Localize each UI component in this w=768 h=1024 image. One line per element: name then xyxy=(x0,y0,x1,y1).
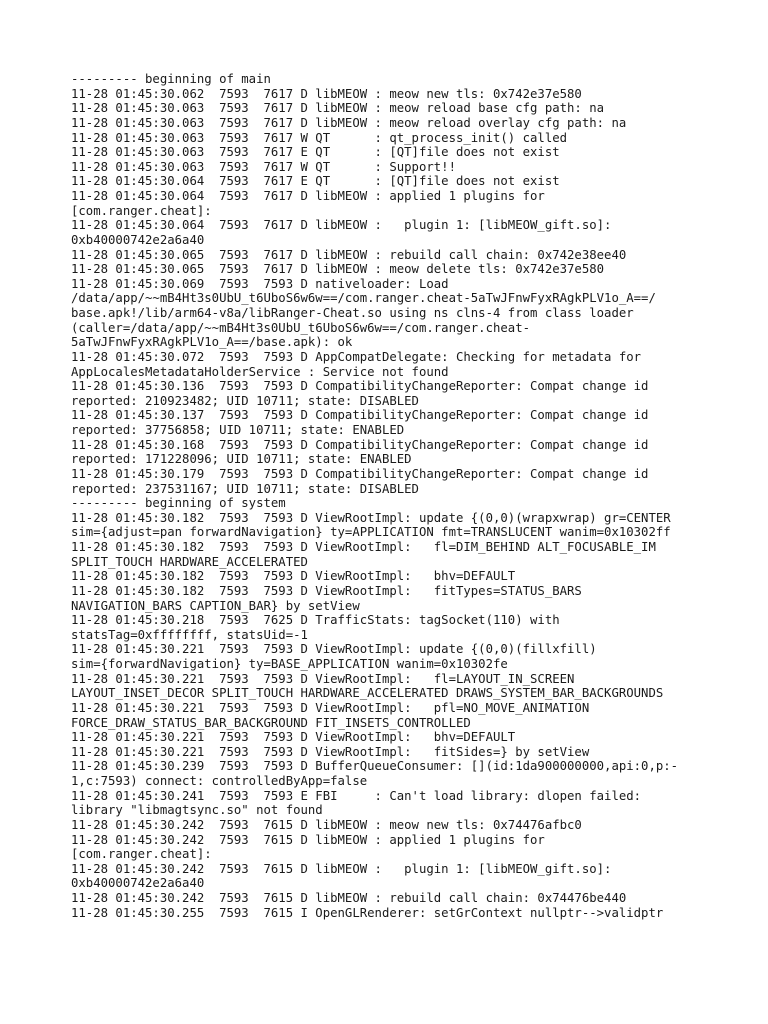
log-line: 11-28 01:45:30.182 7593 7593 D ViewRootImpl: fitTypes=STATUS_BARS xyxy=(71,583,582,598)
log-line: library "libmagtsync.so" not found xyxy=(71,803,323,818)
log-line: 11-28 01:45:30.063 7593 7617 D libMEOW : meow reload overlay cfg path: na xyxy=(71,115,627,130)
log-line: 11-28 01:45:30.242 7593 7615 D libMEOW : applied 1 plugins for xyxy=(71,832,545,847)
log-line: reported: 171228096; UID 10711; state: ENABLED xyxy=(71,452,412,467)
log-line: AppLocalesMetadataHolderService : Service not found xyxy=(71,364,449,379)
log-line: 0xb40000742e2a6a40 xyxy=(71,232,205,247)
log-line: 11-28 01:45:30.062 7593 7617 D libMEOW : meow new tls: 0x742e37e580 xyxy=(71,86,582,101)
log-line: 5aTwJFnwFyxRAgkPLV1o_A==/base.apk): ok xyxy=(71,335,353,350)
log-line: 11-28 01:45:30.136 7593 7593 D CompatibilityChangeReporter: Compat change id xyxy=(71,379,649,394)
log-line: 11-28 01:45:30.221 7593 7593 D ViewRootImpl: fl=LAYOUT_IN_SCREEN xyxy=(71,671,575,686)
log-line: 11-28 01:45:30.221 7593 7593 D ViewRootImpl: pfl=NO_MOVE_ANIMATION xyxy=(71,700,590,715)
log-line: 11-28 01:45:30.064 7593 7617 E QT : [QT]file does not exist xyxy=(71,174,560,189)
log-line: --------- beginning of main xyxy=(71,72,271,86)
log-line: 11-28 01:45:30.182 7593 7593 D ViewRootImpl: bhv=DEFAULT xyxy=(71,569,516,584)
log-line: reported: 210923482; UID 10711; state: DISABLED xyxy=(71,393,419,408)
log-line: 11-28 01:45:30.242 7593 7615 D libMEOW : plugin 1: [libMEOW_gift.so]: xyxy=(71,861,612,876)
log-line: 11-28 01:45:30.072 7593 7593 D AppCompatDelegate: Checking for metadata for xyxy=(71,349,642,364)
log-line: sim={forwardNavigation} ty=BASE_APPLICATION wanim=0x10302fe xyxy=(71,657,508,671)
log-line: 11-28 01:45:30.064 7593 7617 D libMEOW : applied 1 plugins for xyxy=(71,189,545,203)
log-line: statsTag=0xffffffff, statsUid=-1 xyxy=(71,627,308,642)
log-line: (caller=/data/app/~~mB4Ht3s0UbU_t6UboS6w6w==/com.ranger.cheat- xyxy=(71,320,531,335)
log-line: 11-28 01:45:30.069 7593 7593 D nativeloader: Load xyxy=(71,276,449,291)
log-output xyxy=(71,72,751,920)
log-line: base.apk!/lib/arm64-v8a/libRanger-Cheat.so using ns clns-4 from class loader xyxy=(71,306,634,320)
log-line: 11-28 01:45:30.242 7593 7615 D libMEOW : meow new tls: 0x74476afbc0 xyxy=(71,817,582,832)
log-line: 11-28 01:45:30.182 7593 7593 D ViewRootImpl: fl=DIM_BEHIND ALT_FOCUSABLE_IM xyxy=(71,540,656,554)
log-line: /data/app/~~mB4Ht3s0UbU_t6UboS6w6w==/com.ranger.cheat-5aTwJFnwFyxRAgkPLV1o_A==/ xyxy=(71,291,656,306)
log-line: --------- beginning of system xyxy=(71,496,286,511)
log-line: 11-28 01:45:30.242 7593 7615 D libMEOW : rebuild call chain: 0x74476be440 xyxy=(71,891,627,905)
log-line: 11-28 01:45:30.063 7593 7617 D libMEOW : meow reload base cfg path: na xyxy=(71,101,605,116)
log-line: SPLIT_TOUCH HARDWARE_ACCELERATED xyxy=(71,554,308,569)
log-line: 11-28 01:45:30.064 7593 7617 D libMEOW : plugin 1: [libMEOW_gift.so]: xyxy=(71,218,612,233)
log-line: 11-28 01:45:30.218 7593 7625 D TrafficStats: tagSocket(110) with xyxy=(71,613,560,628)
log-line: 1,c:7593) connect: controlledByApp=false xyxy=(71,774,368,788)
log-line: FORCE_DRAW_STATUS_BAR_BACKGROUND FIT_INSETS_CONTROLLED xyxy=(71,715,471,730)
log-line: 11-28 01:45:30.063 7593 7617 W QT : qt_process_init() called xyxy=(71,130,568,145)
log-line: 11-28 01:45:30.168 7593 7593 D CompatibilityChangeReporter: Compat change id xyxy=(71,437,649,452)
log-line: 11-28 01:45:30.221 7593 7593 D ViewRootImpl: bhv=DEFAULT xyxy=(71,730,516,745)
log-line: NAVIGATION_BARS CAPTION_BAR} by setView xyxy=(71,598,360,613)
log-line: sim={adjust=pan forwardNavigation} ty=APPLICATION fmt=TRANSLUCENT wanim=0x10302ff xyxy=(71,525,671,540)
log-line: 11-28 01:45:30.255 7593 7615 I OpenGLRenderer: setGrContext nullptr-->validptr xyxy=(71,905,664,920)
log-line: 11-28 01:45:30.239 7593 7593 D BufferQueueConsumer: [](id:1da900000000,api:0,p:- xyxy=(71,759,679,774)
log-line: 11-28 01:45:30.182 7593 7593 D ViewRootImpl: update {(0,0)(wrapxwrap) gr=CENTER xyxy=(71,510,671,525)
log-line: [com.ranger.cheat]: xyxy=(71,847,212,862)
log-line: [com.ranger.cheat]: xyxy=(71,203,212,218)
log-line: 11-28 01:45:30.137 7593 7593 D CompatibilityChangeReporter: Compat change id xyxy=(71,408,649,423)
log-line: reported: 237531167; UID 10711; state: DISABLED xyxy=(71,481,419,496)
log-line: 11-28 01:45:30.065 7593 7617 D libMEOW : rebuild call chain: 0x742e38ee40 xyxy=(71,247,627,262)
log-line: 11-28 01:45:30.065 7593 7617 D libMEOW : meow delete tls: 0x742e37e580 xyxy=(71,262,605,277)
log-line: 11-28 01:45:30.221 7593 7593 D ViewRootImpl: update {(0,0)(fillxfill) xyxy=(71,642,597,657)
log-line: 11-28 01:45:30.179 7593 7593 D CompatibilityChangeReporter: Compat change id xyxy=(71,466,649,481)
log-line: reported: 37756858; UID 10711; state: ENABLED xyxy=(71,423,405,437)
log-line: 11-28 01:45:30.241 7593 7593 E FBI : Can't load library: dlopen failed: xyxy=(71,788,642,803)
log-line: 11-28 01:45:30.221 7593 7593 D ViewRootImpl: fitSides=} by setView xyxy=(71,744,590,759)
log-line: 0xb40000742e2a6a40 xyxy=(71,876,205,891)
log-line: 11-28 01:45:30.063 7593 7617 W QT : Support!! xyxy=(71,159,456,174)
log-line: LAYOUT_INSET_DECOR SPLIT_TOUCH HARDWARE_ACCELERATED DRAWS_SYSTEM_BAR_BACKGROUNDS xyxy=(71,686,664,701)
log-line: 11-28 01:45:30.063 7593 7617 E QT : [QT]file does not exist xyxy=(71,145,560,160)
